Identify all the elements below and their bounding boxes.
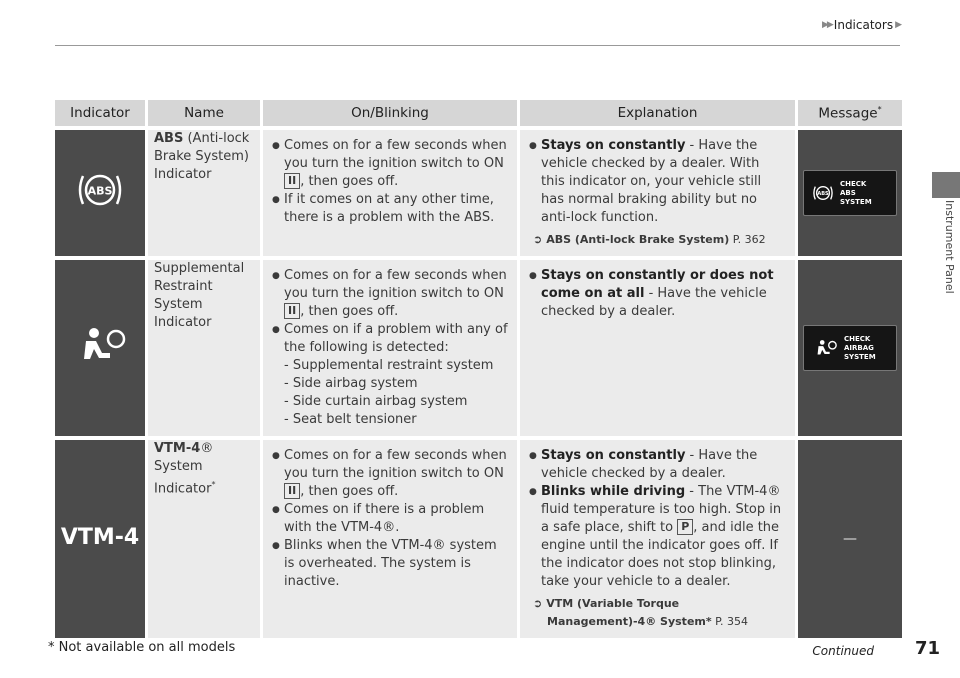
table-row	[55, 130, 902, 256]
ignition-key-symbol: II	[284, 483, 300, 499]
ignition-key-symbol: II	[284, 173, 300, 189]
airbag-icon	[72, 325, 128, 365]
page-number: 71	[914, 638, 940, 659]
svg-text:ABS: ABS	[87, 184, 113, 198]
section-label: Instrument Panel	[943, 200, 956, 294]
header-divider	[55, 45, 900, 46]
indicator-table	[52, 96, 905, 642]
abs-explanation-cell	[520, 130, 795, 256]
continued-label: Continued	[812, 644, 874, 658]
abs-name-cell: ABS (Anti-lock Brake System) Indicator	[148, 130, 260, 256]
list-item: ● Stays on constantly - Have the vehicle checked by a dealer.	[529, 447, 786, 483]
table-row	[55, 440, 902, 638]
column-header-indicator: Indicator	[55, 100, 145, 126]
page-reference[interactable]: ➲ VTM (Variable Torque Management)-4® System* P. 354	[533, 597, 749, 628]
breadcrumb-label: Indicators	[833, 18, 894, 32]
abs-message-display: ABS CHECK ABS SYSTEM	[803, 170, 897, 216]
section-tab	[932, 172, 960, 198]
triangle-icon: ▶	[895, 20, 900, 30]
column-header-message: Message*	[798, 100, 902, 126]
list-item: ● Blinks when the VTM-4® system is overheated. The system is inactive.	[272, 537, 508, 591]
abs-indicator-cell	[55, 130, 145, 256]
list-item: ● Comes on for a few seconds when you turn the ignition switch to ON II , then goes off.	[272, 447, 508, 501]
vtm4-explanation-cell	[520, 440, 795, 638]
list-item: ● If it comes on at any other time, there is a problem with the ABS.	[272, 191, 508, 227]
list-item: ● Blinks while driving - The VTM-4® fluid temperature is too high. Stop in a safe place, shift to P , and idle the engine until the indicator goes off. If the indicator does not stop blinking, take your vehicle to a dealer.	[529, 483, 786, 591]
vtm4-indicator-cell	[55, 440, 145, 638]
abs-on-blinking-cell	[263, 130, 517, 256]
no-message-dash: —	[843, 530, 857, 547]
table-row	[55, 260, 902, 436]
page-reference[interactable]: ➲ ABS (Anti-lock Brake System) P. 362	[533, 233, 766, 246]
double-triangle-icon: ▶▶	[821, 20, 832, 30]
list-item: ● Stays on constantly - Have the vehicle checked by a dealer. With this indicator on, your vehicle still has normal braking ability but no anti-lock function.	[529, 137, 786, 227]
column-header-on-blinking: On/Blinking	[263, 100, 517, 126]
park-key-symbol: P	[677, 519, 693, 535]
vtm4-on-blinking-cell	[263, 440, 517, 638]
reference-arrow-icon: ➲	[533, 597, 543, 610]
vtm4-icon: VTM-4	[60, 524, 140, 550]
footnote: * Not available on all models	[48, 640, 236, 655]
abs-message-cell	[798, 130, 902, 256]
vtm4-message-cell	[798, 440, 902, 638]
srs-message-cell	[798, 260, 902, 436]
srs-explanation-cell	[520, 260, 795, 436]
list-item: ● Stays on constantly or does not come on at all - Have the vehicle checked by a dealer.	[529, 267, 786, 321]
abs-icon	[76, 168, 124, 212]
list-item: ● Comes on if a problem with any of the following is detected: - Supplemental restraint system - Side airbag system - Side curtain airbag system - Seat belt tensioner	[272, 321, 508, 429]
vtm4-name-cell: VTM-4® System Indicator*	[148, 440, 260, 638]
srs-name-cell: Supplemental Restraint System Indicator	[148, 260, 260, 436]
list-item: ● Comes on if there is a problem with the VTM-4®.	[272, 501, 508, 537]
column-header-explanation: Explanation	[520, 100, 795, 126]
list-item: ● Comes on for a few seconds when you turn the ignition switch to ON II , then goes off.	[272, 137, 508, 191]
reference-arrow-icon: ➲	[533, 233, 543, 246]
breadcrumb	[822, 18, 900, 32]
ignition-key-symbol: II	[284, 303, 300, 319]
srs-message-display: CHECK AIRBAG SYSTEM	[803, 325, 897, 371]
airbag-icon	[812, 338, 838, 358]
srs-indicator-cell	[55, 260, 145, 436]
svg-text:ABS: ABS	[817, 191, 829, 198]
table-header-row	[55, 100, 902, 126]
abs-icon	[812, 183, 834, 203]
srs-on-blinking-cell	[263, 260, 517, 436]
column-header-name: Name	[148, 100, 260, 126]
list-item: ● Comes on for a few seconds when you turn the ignition switch to ON II , then goes off.	[272, 267, 508, 321]
